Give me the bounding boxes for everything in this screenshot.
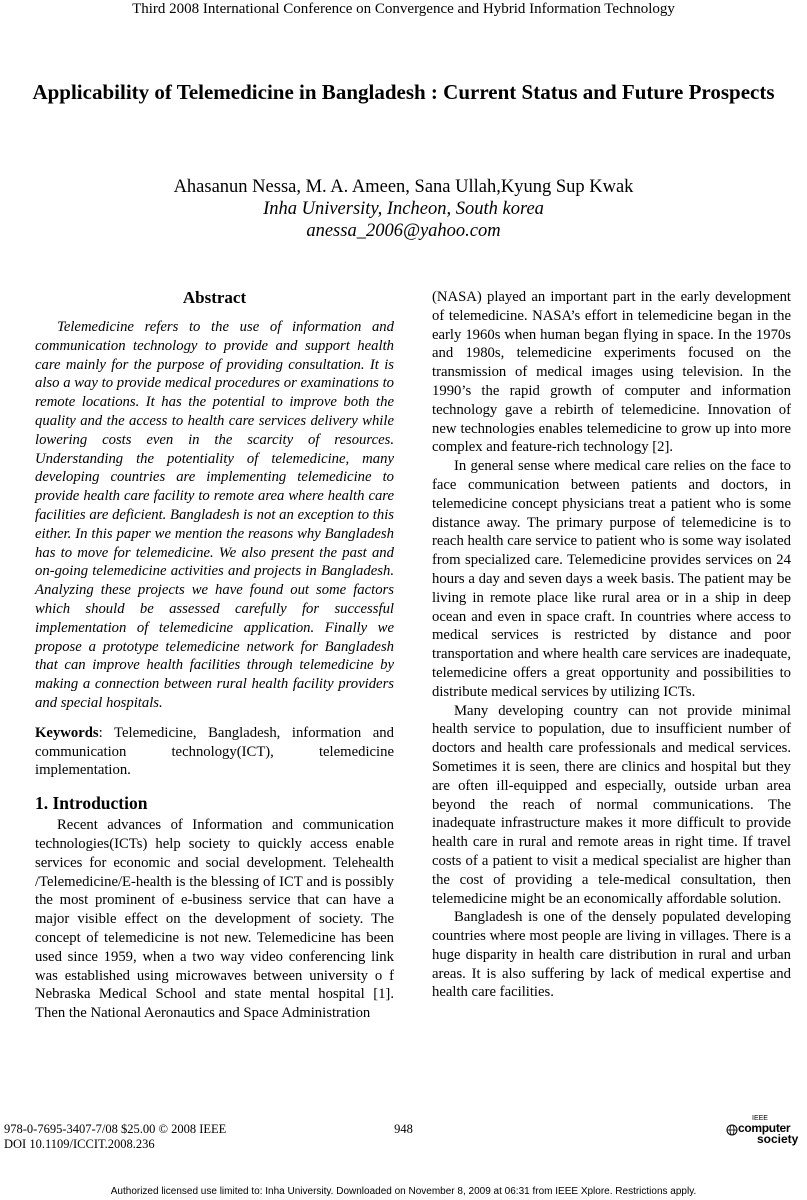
left-column — [35, 285, 394, 1023]
intro-paragraph-4: Many developing country can not provide minimal health service to population, due to insufficient number of doctors and health care professionals and medical services. Sometimes it is seen, there are clinics and hospital but they are often ill-equipped and especially, outside urban area beyond the reach of normal communications. The inadequate infrastructure makes it more difficult to provide health care in rural and remote areas in right time. If travel costs of a patient to visit a medical specialist are higher than the cost of providing a tele-medical consultation, then telemedicine might be an economically affordable solution. — [432, 702, 791, 907]
logo-computer-text: computer — [738, 1121, 791, 1135]
intro-paragraph-5: Bangladesh is one of the densely populated developing countries where most people are living in villages. There is a huge disparity in health care distribution in rural and urban areas. It is also suffering by lack of medical expertise and health care facilities. — [432, 909, 791, 1001]
author-list: Ahasanun Nessa, M. A. Ameen, Sana Ullah,Kyung Sup Kwak — [173, 177, 634, 197]
abstract-heading: Abstract — [182, 288, 247, 307]
conference-header: Third 2008 International Conference on Convergence and Hybrid Information Technology — [132, 1, 675, 17]
introduction-heading: 1. Introduction — [35, 793, 148, 814]
authorization-notice: Authorized licensed use limited to: Inha University. Downloaded on November 8, 2009 at 06:31 from IEEE Xplore. Restrictions apply. — [110, 1186, 697, 1197]
footer-doi: DOI 10.1109/ICCIT.2008.236 — [4, 1137, 155, 1151]
footer-isbn: 978-0-7695-3407-7/08 $25.00 © 2008 IEEE — [4, 1122, 227, 1136]
right-column — [432, 288, 791, 1002]
paper-title: Applicability of Telemedicine in Bangladesh : Current Status and Future Prospects — [32, 80, 775, 104]
keywords-label: Keywords — [35, 724, 99, 741]
globe-icon — [726, 1124, 738, 1136]
intro-paragraph-1: Recent advances of Information and communication technologies(ICTs) help society to quickly access enable services for economic and social development. Telehealth /Telemedicine/E-health is the blessing of ICT and is possibly the most prominent of e-business service that can have a major visible effect on the development of society. The concept of telemedicine is not new. Telemedicine has been used since 1959, when a two way video conferencing link was established using microwaves between university o f Nebraska Medical School and state mental hospital [1]. Then the National Aeronautics and Space Administration — [35, 817, 394, 1022]
author-email: anessa_2006@yahoo.com — [306, 221, 501, 241]
logo-ieee-text: IEEE — [752, 1115, 768, 1122]
page-number: 948 — [394, 1122, 413, 1136]
abstract-text: Telemedicine refers to the use of information and communication technology to provide and support health care mainly for the purpose of providing consultation. It is also a way to provide medical procedures or examinations to remote locations. It has the potential to improve both the quality and the access to health care services delivery while lowering costs even in the scarcity of resources. Understanding the potentiality of telemedicine, many developing countries are implementing telemedicine to provide health care facility to remote area where health care facilities are deficient. Bangladesh is not an exception to this either. In this paper we mention the reasons why Bangladesh has to move for telemedicine. We also present the past and on-going telemedicine activities and projects in Bangladesh. Analyzing these projects we have found out some factors which should be assessed carefully for successful implementation of telemedicine application. Finally we propose a prototype telemedicine network for Bangladesh that can improve health facilities through telemedicine by making a connection between rural health facility providers and special hospitals. — [35, 319, 394, 711]
affiliation: Inha University, Incheon, South korea — [263, 199, 544, 219]
ieee-computer-society-logo — [724, 1115, 804, 1149]
intro-paragraph-2: (NASA) played an important part in the early development of telemedicine. NASA’s effort in telemedicine began in the early 1960s when human began flying in space. In the 1970s and 1980s, telemedicine experiments focused on the transmission of medical images using television. In the 1990’s the rapid growth of computer and information technology gave a rebirth of telemedicine. Innovation of new technologies enables telemedicine to grow up into more complex and feature-rich technology [2]. — [432, 289, 791, 456]
keywords-text: : Telemedicine, Bangladesh, information and communication technology(ICT), telemedicine implementation. — [35, 724, 394, 779]
intro-paragraph-3: In general sense where medical care relies on the face to face communication between patients and doctors, in telemedicine concept physicians treat a patient who is some distance away. The primary purpose of telemedicine is to reach health care service to patient who is some way isolated from specialized care. Telemedicine provides services on 24 hours a day and seven days a week basis. The patient may be living in remote place like rural area or in a ship in deep ocean and even in space craft. In countries where access to medical services is restricted by distance and poor transportation and where health care services are inadequate, telemedicine offers a great opportunity and possibilities to distribute medical services by utilizing ICTs. — [432, 458, 791, 700]
logo-society-text: society — [757, 1132, 799, 1146]
keywords — [35, 724, 394, 780]
